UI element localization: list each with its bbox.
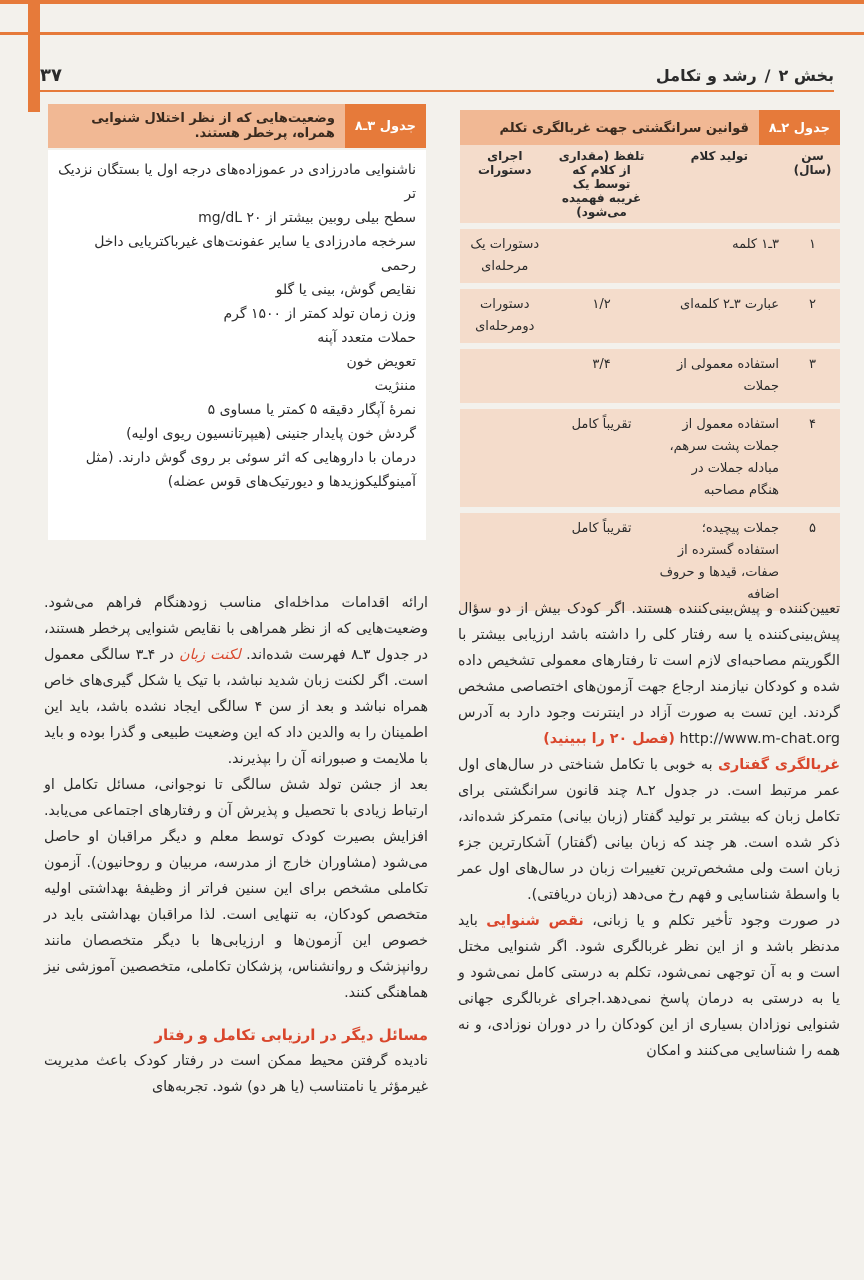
list-item: مننژیت xyxy=(374,378,416,394)
header-chapter xyxy=(656,66,834,85)
url-link[interactable]: http://www.m-chat.org xyxy=(679,731,840,747)
table-3-8 xyxy=(48,150,426,540)
cell-expressive: استفاده معمولی از جملات xyxy=(654,346,785,406)
header-chapter-title: رشد و تکامل xyxy=(655,65,757,85)
side-accent-bar xyxy=(28,0,40,112)
cell-age: ۵ xyxy=(785,510,840,611)
paragraph-text: باید مدنظر باشد و از این نظر غربالگری شود. اگر شنوایی مختل است و به آن توجهی نمی‌شود، تکلم به درستی کامل نمی‌شود و یا به درستی به درمان پاسخ نمی‌دهد.اجرای غربالگری جهانی شنوایی نوزادان بسیاری از این کودکان را در دوران نوزادی، و نه همه را شناسایی می‌کنند و امکان xyxy=(458,913,840,1059)
term-stuttering: لکنت زبان xyxy=(179,647,241,663)
table-2-8-title: قوانین سرانگشتی جهت غربالگری تکلم xyxy=(460,110,759,146)
col-header-intelligibility: تلفظ (مقداری از کلام که توسط یک غریبه فهمیده می‌شود) xyxy=(558,149,645,219)
term-hearing-loss: نقص شنوایی xyxy=(486,913,584,929)
list-item: سطح بیلی روبین بیشتر از ۲۰ mg/dL xyxy=(198,210,416,226)
cell-intelligibility: ۳/۴ xyxy=(550,346,654,406)
header-separator: / xyxy=(764,65,771,85)
term-speech-screening: غربالگری گفتاری xyxy=(717,757,840,773)
paragraph-text: به خوبی با تکامل شناختی در سال‌های اول عمر مرتبط است. در جدول ۲ـ۸ چند قانون سرانگشتی برای تکامل زبان که بیشتر بر تولید گفتار (زبان بیانی) متمرکز شده‌اند، ذکر شده است. هر چند که زبان بیانی (گفتار) آشکارترین جزء زبان است ولی مشخص‌ترین تغییرات زبان در سال‌های اول عمر با واسطهٔ شناسایی و فهم رخ می‌دهد (زبان دریافتی). xyxy=(458,757,840,903)
list-item: وزن زمان تولد کمتر از ۱۵۰۰ گرم xyxy=(223,306,416,322)
table-row xyxy=(460,406,840,510)
section-title: مسائل دیگر در ارزیابی تکامل و رفتار xyxy=(154,1026,428,1044)
paragraph xyxy=(458,908,840,1064)
col-header-expressive: تولید کلام xyxy=(690,149,749,163)
left-text-column xyxy=(44,590,428,1100)
col-header-commands: اجرای دستورات xyxy=(478,149,532,177)
paragraph-text: در صورت وجود تأخیر تکلم و یا زبانی، xyxy=(592,913,841,929)
list-item: ناشنوایی مادرزادی در عموزاده‌های درجه اول یا بستگان نزدیک تر xyxy=(58,162,416,202)
list-item: سرخجه مادرزادی یا سایر عفونت‌های غیرباکتریایی داخل رحمی xyxy=(94,234,416,274)
table-row xyxy=(460,346,840,406)
cell-commands xyxy=(460,406,550,510)
cell-commands xyxy=(460,346,550,406)
table-2-8 xyxy=(460,145,840,611)
paragraph-text: ارائه اقدامات مداخله‌ای مناسب زودهنگام فراهم می‌شود. وضعیت‌هایی که از نظر همراهی با نقایص شنوایی پرخطر هستند، در جدول ۳ـ۸ فهرست شده‌اند. xyxy=(44,595,429,663)
table-row xyxy=(460,226,840,286)
paragraph xyxy=(44,590,428,772)
cell-expressive: جملات پیچیده؛ استفاده گسترده از صفات، قیدها و حروف اضافه xyxy=(654,510,785,611)
running-header xyxy=(40,60,834,92)
table-2-8-number: جدول ۲ـ۸ xyxy=(759,110,840,146)
paragraph-text: تعیین‌کننده و پیش‌بینی‌کننده هستند. اگر کودک بیش از دو سؤال پیش‌بینی‌کننده یا سه رفتار کلی را داشته باشد ارزیابی بیشتر با الگوریتم مصاحبه‌ای لازم است تا رفتارهای معمولی تشخیص داده شده و کودکان نیازمند ارجاع جهت آزمون‌های اختصاصی مشخص گردند. این تست به صورت آزاد در اینترنت وجود دارد به آدرس xyxy=(458,601,840,721)
paragraph: بعد از جشن تولد شش سالگی تا نوجوانی، مسائل تکامل او ارتباط زیادی با تحصیل و پذیرش آن و رفتارهای اجتماعی می‌یابد. افزایش بصیرت کودک توسط معلم و دیگر مراقبان او حاصل می‌شود (مشاوران خارج از مدرسه، مربیان و روحانیون). آزمون تکاملی مشخص برای این سنین فراتر از وظیفهٔ بهداشتی اولیه متخصص کودکان، به تنهایی است. لذا مراقبان بهداشتی باید در خصوص این آزمون‌ها و ارزیابی‌ها با دیگر متخصصان مانند روانپزشک و روانشناس، پزشکان تکاملی، متخصصین آموزشی نیز هماهنگی کنند. xyxy=(44,777,428,1001)
paragraph xyxy=(458,596,840,752)
list-item: تعویض خون xyxy=(346,354,416,370)
col-header-age: سن (سال) xyxy=(793,149,832,177)
cell-expressive: ۳ـ۱ کلمه xyxy=(654,226,785,286)
cell-age: ۳ xyxy=(785,346,840,406)
right-text-column xyxy=(458,596,840,1064)
paragraph-text: در ۴ـ۳ سالگی معمول است. اگر لکنت زبان شدید نباشد، با تیک یا شکل گیری‌های خاص همراه نباشد و بعد از سن ۴ سالگی ایجاد نشده باشد، باید این اطمینان را به والدین داد که این وضعیت طبیعی و گذرا بوده و باید با ملایمت و صبورانه آن را بپذیرند. xyxy=(44,647,428,767)
cell-expressive: استفاده معمول از جملات پشت سرهم، مبادله جملات در هنگام مصاحبه xyxy=(654,406,785,510)
table-3-8-title: وضعیت‌هایی که از نظر اختلال شنوایی همراه، پرخطر هستند. xyxy=(48,104,345,148)
cell-intelligibility: تقریباً کامل xyxy=(550,406,654,510)
cell-commands: دستورات دومرحله‌ای xyxy=(460,286,550,346)
list-item: درمان با داروهایی که اثر سوئی بر روی گوش دارند. (مثل آمینوگلیکوزیدها و دیورتیک‌های قوس عضله) xyxy=(85,450,416,490)
chapter-reference: (فصل ۲۰ را ببینید) xyxy=(543,731,675,747)
table-header-row xyxy=(460,145,840,226)
cell-expressive: عبارت ۳ـ۲ کلمه‌ای xyxy=(654,286,785,346)
cell-commands: دستورات یک مرحله‌ای xyxy=(460,226,550,286)
cell-age: ۱ xyxy=(785,226,840,286)
table-3-8-caption xyxy=(48,104,426,148)
paragraph xyxy=(458,752,840,908)
page-number: ۳۷ xyxy=(40,64,62,86)
table-2-8-caption xyxy=(460,110,840,146)
list-item: گردش خون پایدار جنینی (هیپرتانسیون ریوی اولیه) xyxy=(126,426,416,442)
cell-intelligibility: تقریباً کامل xyxy=(550,510,654,611)
list-item: نمرهٔ آپگار دقیقه ۵ کمتر یا مساوی ۵ xyxy=(207,402,416,418)
list-item: نقایص گوش، بینی یا گلو xyxy=(275,282,416,298)
cell-age: ۲ xyxy=(785,286,840,346)
table-row xyxy=(460,286,840,346)
table-3-8-number: جدول ۳ـ۸ xyxy=(345,104,426,148)
top-accent-bar xyxy=(0,0,864,4)
cell-intelligibility xyxy=(550,226,654,286)
paragraph: نادیده گرفتن محیط ممکن است در رفتار کودک باعث مدیریت غیرمؤثر یا نامتناسب (یا هر دو) شود. تجربه‌های xyxy=(44,1053,428,1095)
cell-intelligibility: ۱/۲ xyxy=(550,286,654,346)
top-accent-line xyxy=(0,32,864,35)
cell-age: ۴ xyxy=(785,406,840,510)
list-item: حملات متعدد آپنه xyxy=(317,330,416,346)
header-section: بخش ۲ xyxy=(778,65,834,85)
